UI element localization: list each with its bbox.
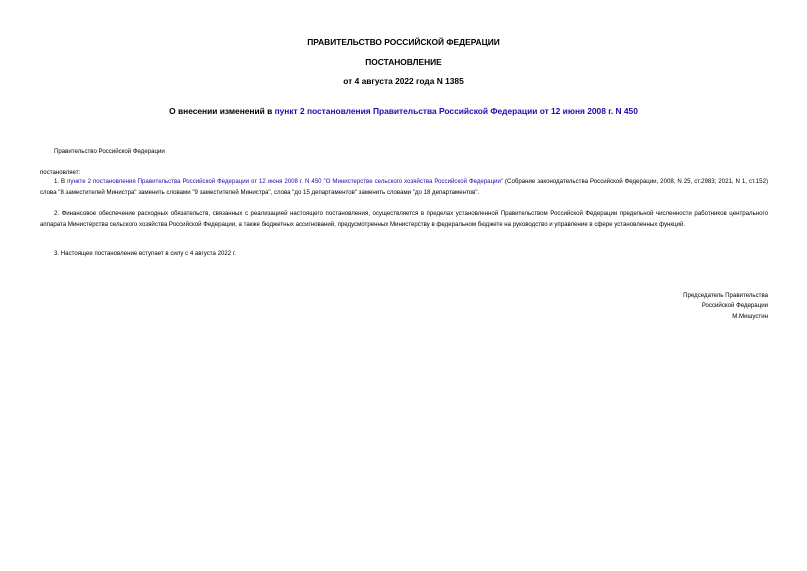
title-prefix: О внесении изменений в (169, 106, 275, 116)
paragraph-1-link[interactable]: пункте 2 постановления Правительства Российской Федерации от 12 июня 2008 г. N 450 "О Министерстве сельского хозяйства Российской Федерации" (67, 178, 504, 185)
signature-name: М.Мишустин (732, 313, 768, 320)
title-link[interactable]: пункт 2 постановления Правительства Российской Федерации от 12 июня 2008 г. N 450 (274, 106, 638, 116)
paragraph-1-suffix: (Собрание законодательства Российской Федерации, 2008, N 25, ст.2983; 2021, N 1, ст.152) слова "8 заместителей Министра" заменить словами "9 заместителей Министра", слова "до 15 департаментов" заменить словами "до 18 департаментов". (40, 178, 768, 196)
resolves-line: постановляет: (40, 169, 81, 176)
paragraph-2: 2. Финансовое обеспечение расходных обязательств, связанных с реализацией настоящего постановления, осуществляется в пределах установленной Правительством Российской Федерации предельной численности работников центрального аппарата Министерства сельского хозяйства Российской Федерации, а также бюджетных ассигнований, предусмотренных Министерству в федеральном бюджете на руководство и управление в сфере установленных функций. (40, 210, 768, 228)
document-date-number: от 4 августа 2022 года N 1385 (343, 76, 464, 86)
document-title (40, 106, 767, 116)
paragraph-1-prefix: 1. В (54, 178, 68, 185)
signature-country: Российской Федерации (701, 302, 768, 309)
government-header: ПРАВИТЕЛЬСТВО РОССИЙСКОЙ ФЕДЕРАЦИИ (307, 37, 500, 47)
document-type: ПОСТАНОВЛЕНИЕ (365, 57, 442, 67)
signature-title: Председатель Правительства (683, 292, 768, 299)
paragraph-1 (40, 176, 768, 198)
paragraph-3: 3. Настоящее постановление вступает в силу с 4 августа 2022 г. (54, 250, 237, 257)
government-line: Правительство Российской Федерации (54, 148, 165, 155)
